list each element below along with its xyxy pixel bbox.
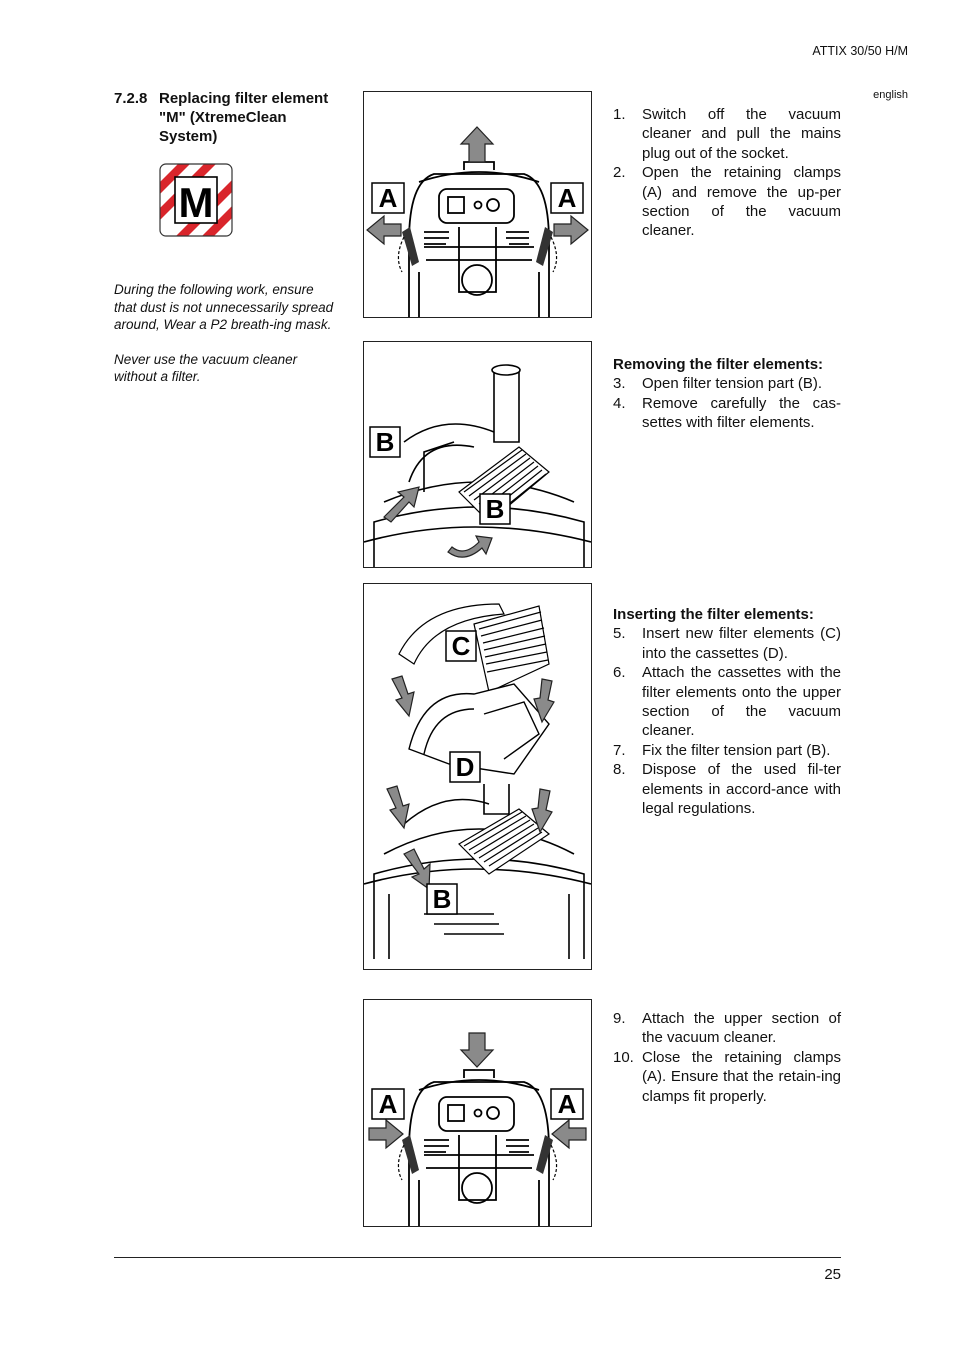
safety-notes <box>114 281 339 403</box>
page-number: 25 <box>824 1266 841 1283</box>
note-no-filter: Never use the vacuum cleaner without a filter. <box>114 351 298 384</box>
figure2-label-b-top: B <box>375 427 395 457</box>
step-number: 6. <box>613 664 626 682</box>
figure1-label-a-right: A <box>557 183 577 213</box>
step-text: Dispose of the used fil-ter elements in accord-ance with legal regulations. <box>642 761 841 818</box>
step-item <box>613 760 841 818</box>
steps-group-3 <box>613 605 841 818</box>
step-number: 4. <box>613 394 626 412</box>
figure2-label-b-bottom: B <box>485 494 505 524</box>
section-number: 7.2.8 <box>114 90 148 107</box>
figure4-label-a-left: A <box>378 1089 398 1119</box>
m-icon-letter: M <box>178 179 214 226</box>
figure1-label-a-left: A <box>378 183 398 213</box>
section-title <box>114 89 344 146</box>
step-number: 5. <box>613 625 626 643</box>
header-language: english <box>873 89 908 101</box>
figure-remove-filter-cassettes <box>363 341 592 568</box>
figure-attach-upper-section <box>363 999 592 1227</box>
step-text: Insert new filter elements (C) into the cassettes (D). <box>642 625 841 662</box>
step-text: Open the retaining clamps (A) and remove the up-per section of the vacuum cleaner. <box>642 164 841 240</box>
footer-divider <box>114 1257 841 1258</box>
step-item <box>613 624 841 663</box>
steps-group-1 <box>613 105 841 241</box>
step-item <box>613 105 841 163</box>
step-number: 7. <box>613 741 626 759</box>
figure-remove-upper-section <box>363 91 592 318</box>
figure3-label-d: D <box>455 752 475 782</box>
step-number: 2. <box>613 164 626 182</box>
step-number: 8. <box>613 761 626 779</box>
figure3-label-b: B <box>432 884 452 914</box>
step-text: Attach the upper section of the vacuum cleaner. <box>642 1010 841 1047</box>
step-text: Fix the filter tension part (B). <box>642 741 831 759</box>
step-number: 9. <box>613 1010 626 1027</box>
step-number: 3. <box>613 375 626 393</box>
header-model: ATTIX 30/50 H/M <box>812 44 908 58</box>
step-text: Switch off the vacuum cleaner and pull the mains plug out of the socket. <box>642 106 841 162</box>
step-item <box>613 1009 841 1048</box>
step-text: Remove carefully the cas-settes with filter elements. <box>642 394 841 432</box>
steps-group-4 <box>613 1009 841 1106</box>
step-text: Close the retaining clamps (A). Ensure that the retain-ing clamps fit properly. <box>642 1048 841 1105</box>
steps-group-2 <box>613 355 841 433</box>
figure3-label-c: C <box>451 631 471 661</box>
step-item <box>613 1048 841 1106</box>
figure-insert-filter-elements <box>363 583 592 970</box>
steps-heading-removing: Removing the filter elements: <box>613 356 824 373</box>
figure4-label-a-right: A <box>557 1089 577 1119</box>
step-number: 10. <box>613 1048 634 1066</box>
step-text: Open filter tension part (B). <box>642 375 823 393</box>
note-dust: During the following work, ensure that dust is not unnecessarily spread around, Wear a P2 breath-ing mask. <box>114 282 334 332</box>
step-number: 1. <box>613 106 626 123</box>
steps-heading-inserting: Inserting the filter elements: <box>613 606 814 623</box>
step-item <box>613 663 841 741</box>
step-item <box>613 163 841 241</box>
step-text: Attach the cassettes with the filter elements onto the upper section of the vacuum cleaner. <box>642 664 841 740</box>
section-title-text: Replacing filter element "M" (XtremeClean System) <box>159 90 329 145</box>
step-item <box>613 394 841 433</box>
step-item <box>613 374 841 393</box>
step-item <box>613 741 841 760</box>
filter-class-m-icon <box>159 163 233 237</box>
